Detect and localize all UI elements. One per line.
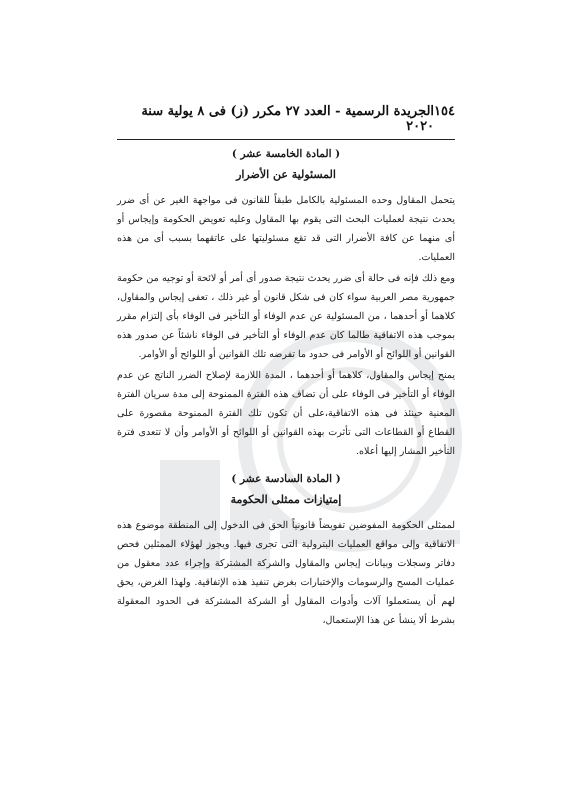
page-number: ١٥٤ — [434, 104, 455, 119]
gazette-line: الجريدة الرسمية - العدد ٢٧ مكرر (ز) فى ٨ يولية سنة ٢٠٢٠ — [141, 104, 435, 134]
article-16-subheading: إمتيازات ممثلى الحكومة — [230, 493, 342, 506]
article-15-heading: ( المادة الخامسة عشر ) — [231, 148, 341, 160]
article-15-paragraph-1: يتحمل المقاول وحده المسئولية بالكامل طبقاً للقانون فى مواجهة الغير عن أى ضرر يحدث نتيجة لعمليات البحث التى يقوم بها المقاول وعليه تعويض الحكومة وإيجاس أو أى منهما عن كافة الأضرار التى قد تقع مسئوليتها على عاتقهما بسبب أى من هذه العمليات. — [117, 195, 455, 263]
article-15-paragraph-2: ومع ذلك فإنه فى حالة أى ضرر يحدث نتيجة صدور أى أمر أو لائحة أو توجيه من حكومة جمهورية مصر العربية سواء كان فى شكل قانون أو غير ذلك ، تعفى إيجاس والمقاول، كلاهما أو أحدهما ، من المسئولية عن عدم الوفاء أو التأخير فى الوفاء بأى إلتزام مقرر بموجب هذه الاتفاقية طالما كان عدم الوفاء أو التأخير فى الوفاء ناشئاً عن صدور هذه القوانين أو اللوائح أو الأوامر فى حدود ما تفرضه تلك القوانين أو اللوائح أو الأوامر. — [117, 273, 455, 360]
document-body — [117, 148, 455, 630]
article-16-heading: ( المادة السادسة عشر ) — [231, 473, 341, 485]
article-15-paragraph-3: يمنح إيجاس والمقاول، كلاهما أو أحدهما ، المدة اللازمة لإصلاح الضرر الناتج عن عدم الوفاء أو التأخير فى الوفاء على أن تضاف هذه الفترة الممنوحة إلى مدة سريان الفترة المعنية حينئذ فى هذه الاتفاقية،على أن تكون تلك الفترة الممنوحة مقصورة على القطاع أو القطاعات التى تأثرت بهذه القوانين أو اللوائح أو الأوامر وأن لا تتعدى فترة التأخير المشار إليها أعلاه. — [117, 370, 455, 457]
article-15-subheading: المسئولية عن الأضرار — [236, 168, 336, 181]
page-header — [117, 104, 455, 140]
article-16-paragraph-1: لممثلى الحكومة المفوضين تفويضاً قانونياً الحق فى الدخول إلى المنطقة موضوع هذه الاتفاقية وإلى مواقع العمليات البترولية التى تجرى فيها. ويجوز لهؤلاء الممثلين فحص دفاتر وسجلات وبيانات إيجاس والمقاول والشركة المشتركة وإجراء عدد معقول من عمليات المسح والرسومات والإختبارات بغرض تنفيذ هذه الإتفاقية. ولهذا الغرض، يحق لهم أن يستعملوا آلات وأدوات المقاول أو الشركة المشتركة فى الحدود المعقولة بشرط ألا ينشأ عن هذا الإستعمال، — [117, 520, 455, 626]
